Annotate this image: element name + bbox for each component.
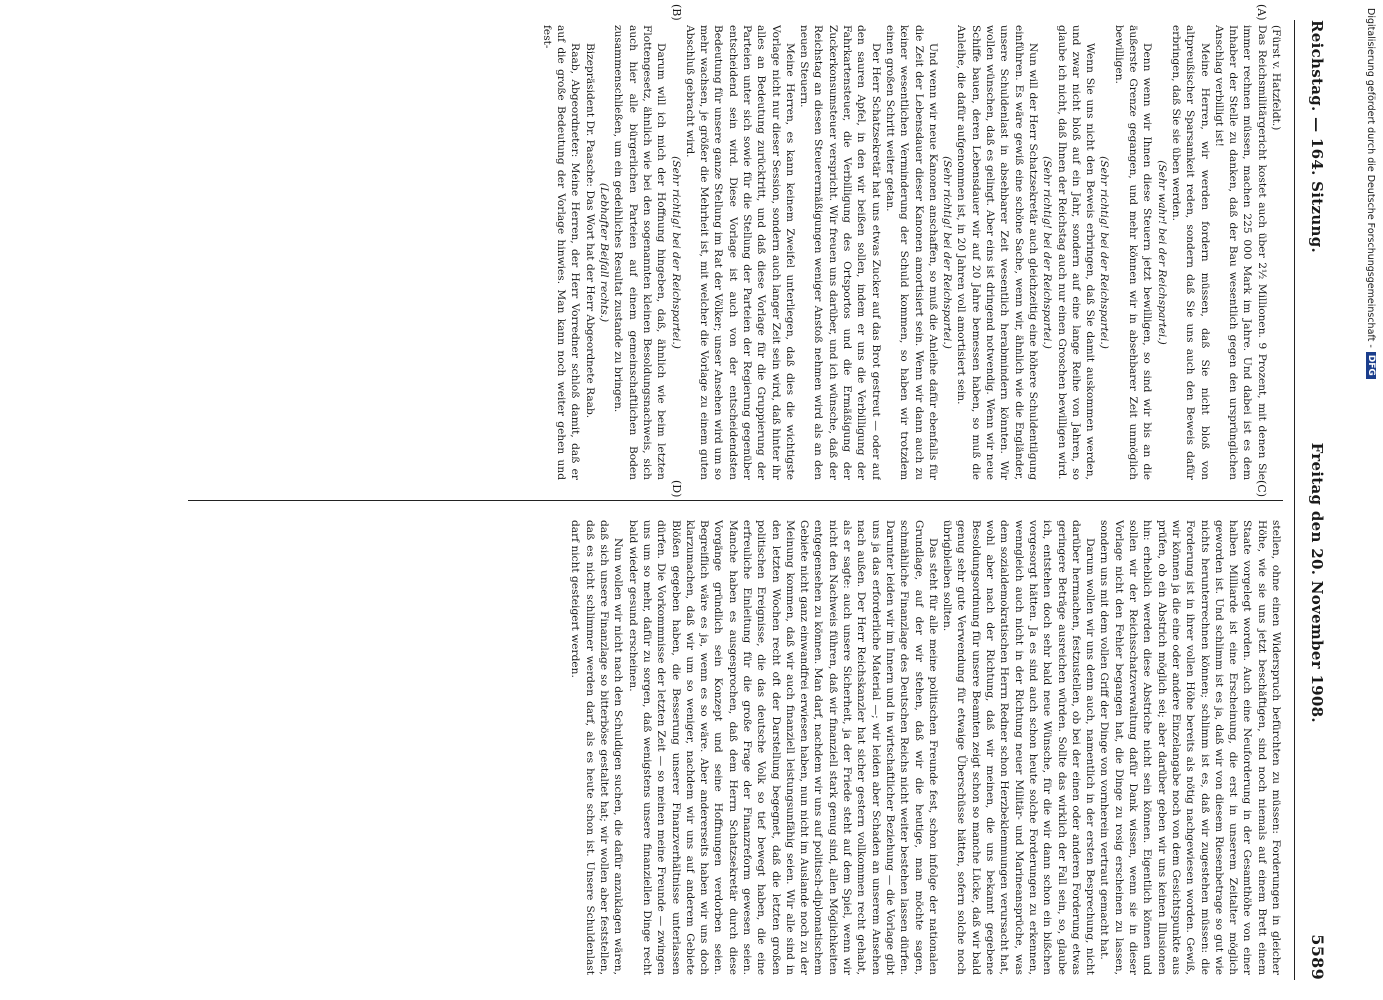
interjection: (Sehr richtig! bei der Reichspartei.) [669,156,682,349]
paragraph: Meine Herren, es kann keinem Zweifel unterliegen, daß dies die wichtigste Vorlage nicht nur dieser Session, sondern auch langer Zeit sein wird, daß hinter ihr alles an Bedeutung zurücktritt, und daß diese Vorlage für die Gruppierung der Parteien unter sich sowie für die Stellung der Parteien der Regierung gegenüber entscheidend sein wird. Diese Vorlage ist auch von der entscheidendsten Bedeutung für unsere ganze Stellung im Rat der Völker; unser Ansehen wird um so mehr wachsen, je größer die Mehrheit ist, mit welcher die Vorlage zu einem guten Abschluß gebracht wird. [683,25,796,480]
interjection: (Sehr richtig! bei der Reichspartei.) [1041,156,1054,349]
margin-marker-a: (A) [1255,4,1268,21]
interjection: (Sehr wahr! bei der Reichspartei.) [1155,160,1168,345]
header-date: Freitag den 20. November 1908. [1308,442,1326,723]
paragraph: Bizepräsident Dr. Paasche: Das Wort hat der Herr Abgeordnete Raab. [583,43,596,419]
digitisation-text: Digitalisierung gefördert durch die Deutsche Forschungsgemeinschaft - [1365,8,1377,348]
right-text-column [188,520,1283,975]
paragraph: Der Herr Schatzsekretär hat uns etwas Zucker auf das Brot gestreut — oder auf den sauren Apfel, in den wir beißen sollen, indem er uns die Verbilligung der Fahrkartensteuer, die Verbilligung des Ortsportos und die Ermäßigung der Zuckerkonsumsteuer verspricht. Wir freuen uns darüber, und ich wünsche, daß der Reichstag an diesen Steuerermäßigungen weniger Anstoß nehmen wird als an den neuen Steuern. [798,25,882,480]
column-divider [188,500,1283,501]
margin-marker-c: (C) [1255,480,1268,497]
paragraph: Das steht für alle meine politischen Freunde fest, schon infolge der nationalen Grundlage, auf der wir stehen, daß wir die heutige, man möchte sagen, schmähliche Finanzlage des Deutschen Reichs nicht weiter bestehen lassen dürfen. Darunter leiden wir im Innern und in wirtschaftlicher Beziehung — die Vorlage gibt uns ja das erforderliche Material —; wir leiden aber Schaden an unserem Ansehen nach außen. Der Herr Reichskanzler hat sicher gestern vollkommen recht gehabt, als er sagte: auch unsere Sicherheit, ja der Friede steht auf dem Spiel, wenn wir nicht den Nachweis führen, daß wir finanziell stark genug sind, allen Möglichkeiten entgegensehen zu können. Man darf, nachdem wir uns auf politisch-diplomatischem Gebiete nicht ganz einwandfrei erwiesen haben, nun nicht im Auslande noch zu der Meinung kommen, daß wir auch finanziell leistungsunfähig seien. Wir alle sind in den letzten Wochen recht oft der Darstellung begegnet, daß die letzten großen politischen Ereignisse, die das deutsche Volk so tief bewegt haben, die eine erfreuliche Einleitung für die große Frage der Finanzreform gewesen seien. Manche haben es ausgesprochen, daß dem Herrn Schatzsekretär durch diese Vorgänge gründlich sein Konzept und seine Hoffnungen verdorben seien. Begreiflich wäre es ja, wenn es so wäre. Aber andererseits haben wir uns doch klarzumachen, daß wir um so weniger, nachdem wir uns auf anderem Gebiete Blößen gegeben haben, die Besserung unserer Finanzverhältnisse unterlassen dürfen. Die Vorkommnisse der letzten Zeit — so meinen meine Freunde — zwingen uns um so mehr, dafür zu sorgen, daß wenigstens unsere finanziellen Dinge recht bald wieder gesund erscheinen. [626,520,939,975]
margin-marker-b: (B) [670,4,683,21]
page-number: 5589 [1308,934,1327,980]
margin-marker-d: (D) [670,480,683,498]
paragraph: Wenn Sie uns nicht den Beweis erbringen, daß Sie damit auskommen werden, und zwar nicht bloß auf ein Jahr, sondern auf eine lange Reihe von Jahren, so glaube ich nicht, daß Ihnen der Reichstag auch nur einen Groschen bewilligen wird. [1055,25,1097,480]
paragraph: Das Reichsmilitärgericht kostet auch über 2½ Millionen. 9 Prozent, mit denen Sie immer rechnen müssen, machen 225 000 Mark im Jahre. Und dabei ist es dem Inhaber der Stelle zu danken, daß der Bau wesentlich gegen den ursprünglichen Anschlag verbilligt ist! [1212,25,1268,480]
paragraph: Nun will der Herr Schatzsekretär auch gleichzeitig eine höhere Schuldentilgung einführen. Es wäre gewiß eine schöne Sache, wenn wir, ähnlich wie die Engländer, unsere Schuldenlast in absehbarer Zeit wesentlich herabmindern könnten. Wir wollen wünschen, daß es gelingt. Aber eins ist dringend notwendig. Wenn wir neue Schiffe bauen, deren Lebensdauer wir auf 20 Jahre bemessen haben, so muß die Anleihe, die dafür aufgenommen ist, in 20 Jahren voll amortisiert sein. [955,25,1039,480]
left-text-column [188,25,1283,480]
digitisation-note [1363,8,1379,598]
paragraph: Darum will ich mich der Hoffnung hingeben, daß, ähnlich wie beim letzten Flottengesetz, ähnlich wie bei den sogenannten kleinen Besoldungsnachweis, sich auch hier alle bürgerlichen Parteien auf einem gemeinschaftlichen Boden zusammenschließen, um ein gedeihliches Resultat zustande zu bringen. [612,25,668,480]
paragraph: (Fürst v. Hatzfeldt.) [1270,25,1282,131]
interjection: (Lebhafter Beifall rechts.) [598,182,611,323]
paragraph: Meine Herren, wir werden fordern müssen, daß Sie nicht bloß von altpreußischer Sparsamkeit reden, sondern daß Sie uns auch den Beweis dafür erbringen, daß Sie sie üben werden. [1169,25,1211,480]
paragraph: Denn wenn wir Ihnen diese Steuern jetzt bewilligen, so sind wir bis an die äußerste Grenze gegangen, und mehr können wir in absehbarer Zeit unmöglich bewilligen. [1112,25,1154,480]
paragraph: Darum wollen wir uns denn auch, namentlich in der ersten Besprechung, nicht darüber hermachen, festzustellen, ob bei der einen oder anderen Forderung etwas geringere Beträge ausreichen würden. Sollte das wirklich der Fall sein, so, glaube ich, entstehen doch sehr bald neue Wünsche, für die wir dann schon ein bißchen vorgesorgt hätten. Ja es sind auch schon heute solche Forderungen zu erkennen, wenngleich auch nicht in der Richtung neuer Militär- und Marineansprüche, was dem sozialdemokratischen Herrn Redner schon Herzbeklemmungen verursacht hat, wohl aber nach der Richtung, daß wir meinen, die uns bekannt gegebene Besoldungsordnung für unsere Beamten zeigt schon so manche Lücke, daß wir bald genug sehr gute Verwendung für etwaige Überschüsse hätten, sofern solche noch übrigbleiben sollten. [941,520,1097,975]
paragraph: Nun wollen wir nicht nach den Schuldigen suchen, die dafür anzuklagen wären, daß sich unsere Finanzlage so bitterböse gestaltet hat; wir wollen aber feststellen, daß es nicht schlimmer werden darf, als es heute schon ist. Unsere Schuldenlast darf nicht gesteigert werden. [569,520,625,975]
page-header [1294,20,1327,980]
header-session: Reichstag. — 164. Sitzung. [1308,20,1326,254]
interjection: (Sehr richtig! bei der Reichspartei.) [941,156,954,349]
interjection: (Sehr richtig! bei der Reichspartei.) [1098,156,1111,349]
dfg-logo: DFG [1366,352,1376,379]
paragraph: stellen, ohne einen Widerspruch befürchten zu müssen: Forderungen in gleicher Höhe, wie sie uns jetzt beschäftigen, sind noch niemals auf einem Brett einem Staate vorgelegt worden. Auch eine Neuforderung in der Gesamthöhe von einer halben Milliarde ist eine Erscheinung, die erst in unserem Zeitalter möglich geworden ist. Und schlimm ist es ja, daß wir von diesem Riesenbetrage so gut wie nichts herunterrechnen können; schlimm ist es, daß wir zugestehen müssen: die Forderung ist in ihrer vollen Höhe bereits als nötig nachgewiesen worden. Gewiß, wir können ja die eine oder andere Einzelangabe noch von dem Gesichtspunkte aus prüfen, ob ein Abstrich möglich sei; aber darüber geben wir uns keinen Illusionen hin: erheblich werden diese Abstriche nicht sein können. Eigentlich können und sollen wir der Reichsschatzverwaltung dafür Dank wissen, wenn sie in dieser Vorlage nicht den Fehler begangen hat, die Dinge zu rosig erscheinen zu lassen, sondern uns mit dem vollen Griff der Dinge von vornherein vertraut gemacht hat. [1098,520,1282,975]
rotated-page [83,0,1383,1000]
paragraph: Raab, Abgeordneter: Meine Herren, der Herr Vorredner schloß damit, daß er auf die große Bedeutung der Vorlage hinwies. Man kann noch weiter gehen und fest- [540,25,582,480]
paragraph: Und wenn wir neue Kanonen anschaffen, so muß die Anleihe dafür ebenfalls für die Zeit der Lebensdauer dieser Kanonen amortisiert sein. Wenn wir dann auch zu keiner wesentlichen Verminderung der Schuld kommen, so haben wir trotzdem einen großen Schritt weiter getan. [883,25,939,480]
